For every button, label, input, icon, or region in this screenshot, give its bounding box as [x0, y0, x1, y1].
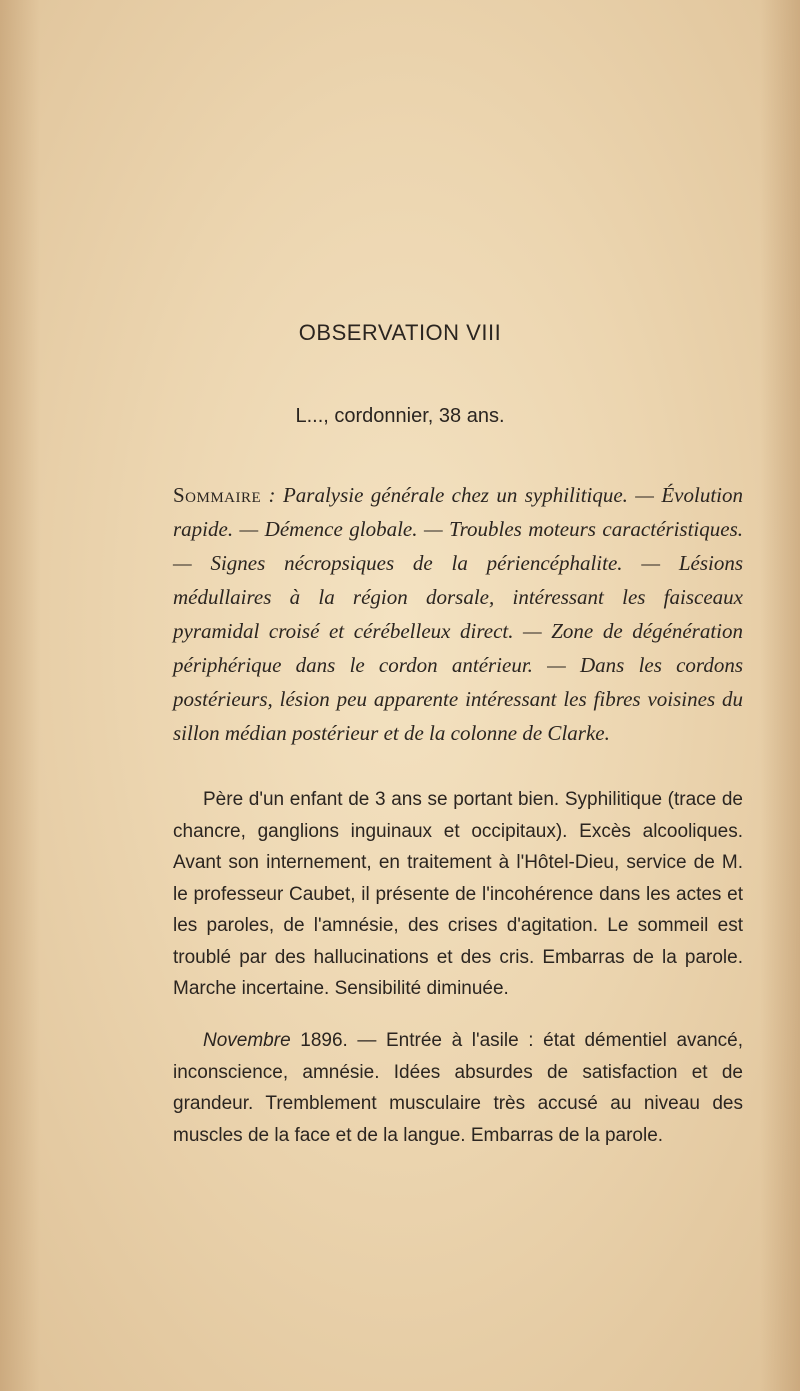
admission-paragraph	[173, 1025, 743, 1151]
patient-subject-line: L..., cordonnier, 38 ans.	[295, 405, 505, 427]
admission-month: Novembre	[203, 1030, 291, 1051]
summary-block	[173, 478, 743, 750]
history-paragraph	[173, 784, 743, 1005]
summary-separator: :	[261, 483, 283, 507]
summary-lead: Sommaire	[173, 483, 262, 507]
history-text: Père d'un enfant de 3 ans se portant bien. Syphilitique (trace de chancre, ganglions inguinaux et occipitaux). Excès alcooliques. Avant son internement, en traitement à l'Hôtel-Dieu, service de M. le professeur Caubet, il présente de l'incohérence dans les actes et les paroles, de l'amnésie, des crises d'agitation. Le sommeil est troublé par des hallucinations et des cris. Embarras de la parole. Marche incertaine. Sensibilité diminuée.	[173, 789, 743, 999]
observation-title: OBSERVATION VIII	[298, 320, 502, 345]
admission-text: 1896. — Entrée à l'asile : état démentiel avancé, inconscience, amnésie. Idées absurdes de satisfaction et de grandeur. Tremblement musculaire très accusé au niveau des muscles de la face et de la langue. Embarras de la parole.	[173, 1030, 743, 1146]
summary-text: Paralysie générale chez un syphilitique. — Évolution rapide. — Démence globale. — Troubles moteurs caractéristiques. — Signes nécropsiques de la périencéphalite. — Lésions médullaires à la région dorsale, intéressant les faisceaux pyramidal croisé et cérébelleux direct. — Zone de dégénération périphérique dans le cordon antérieur. — Dans les cordons postérieurs, lésion peu apparente intéressant les fibres voisines du sillon médian postérieur et de la colonne de Clarke.	[173, 483, 744, 745]
